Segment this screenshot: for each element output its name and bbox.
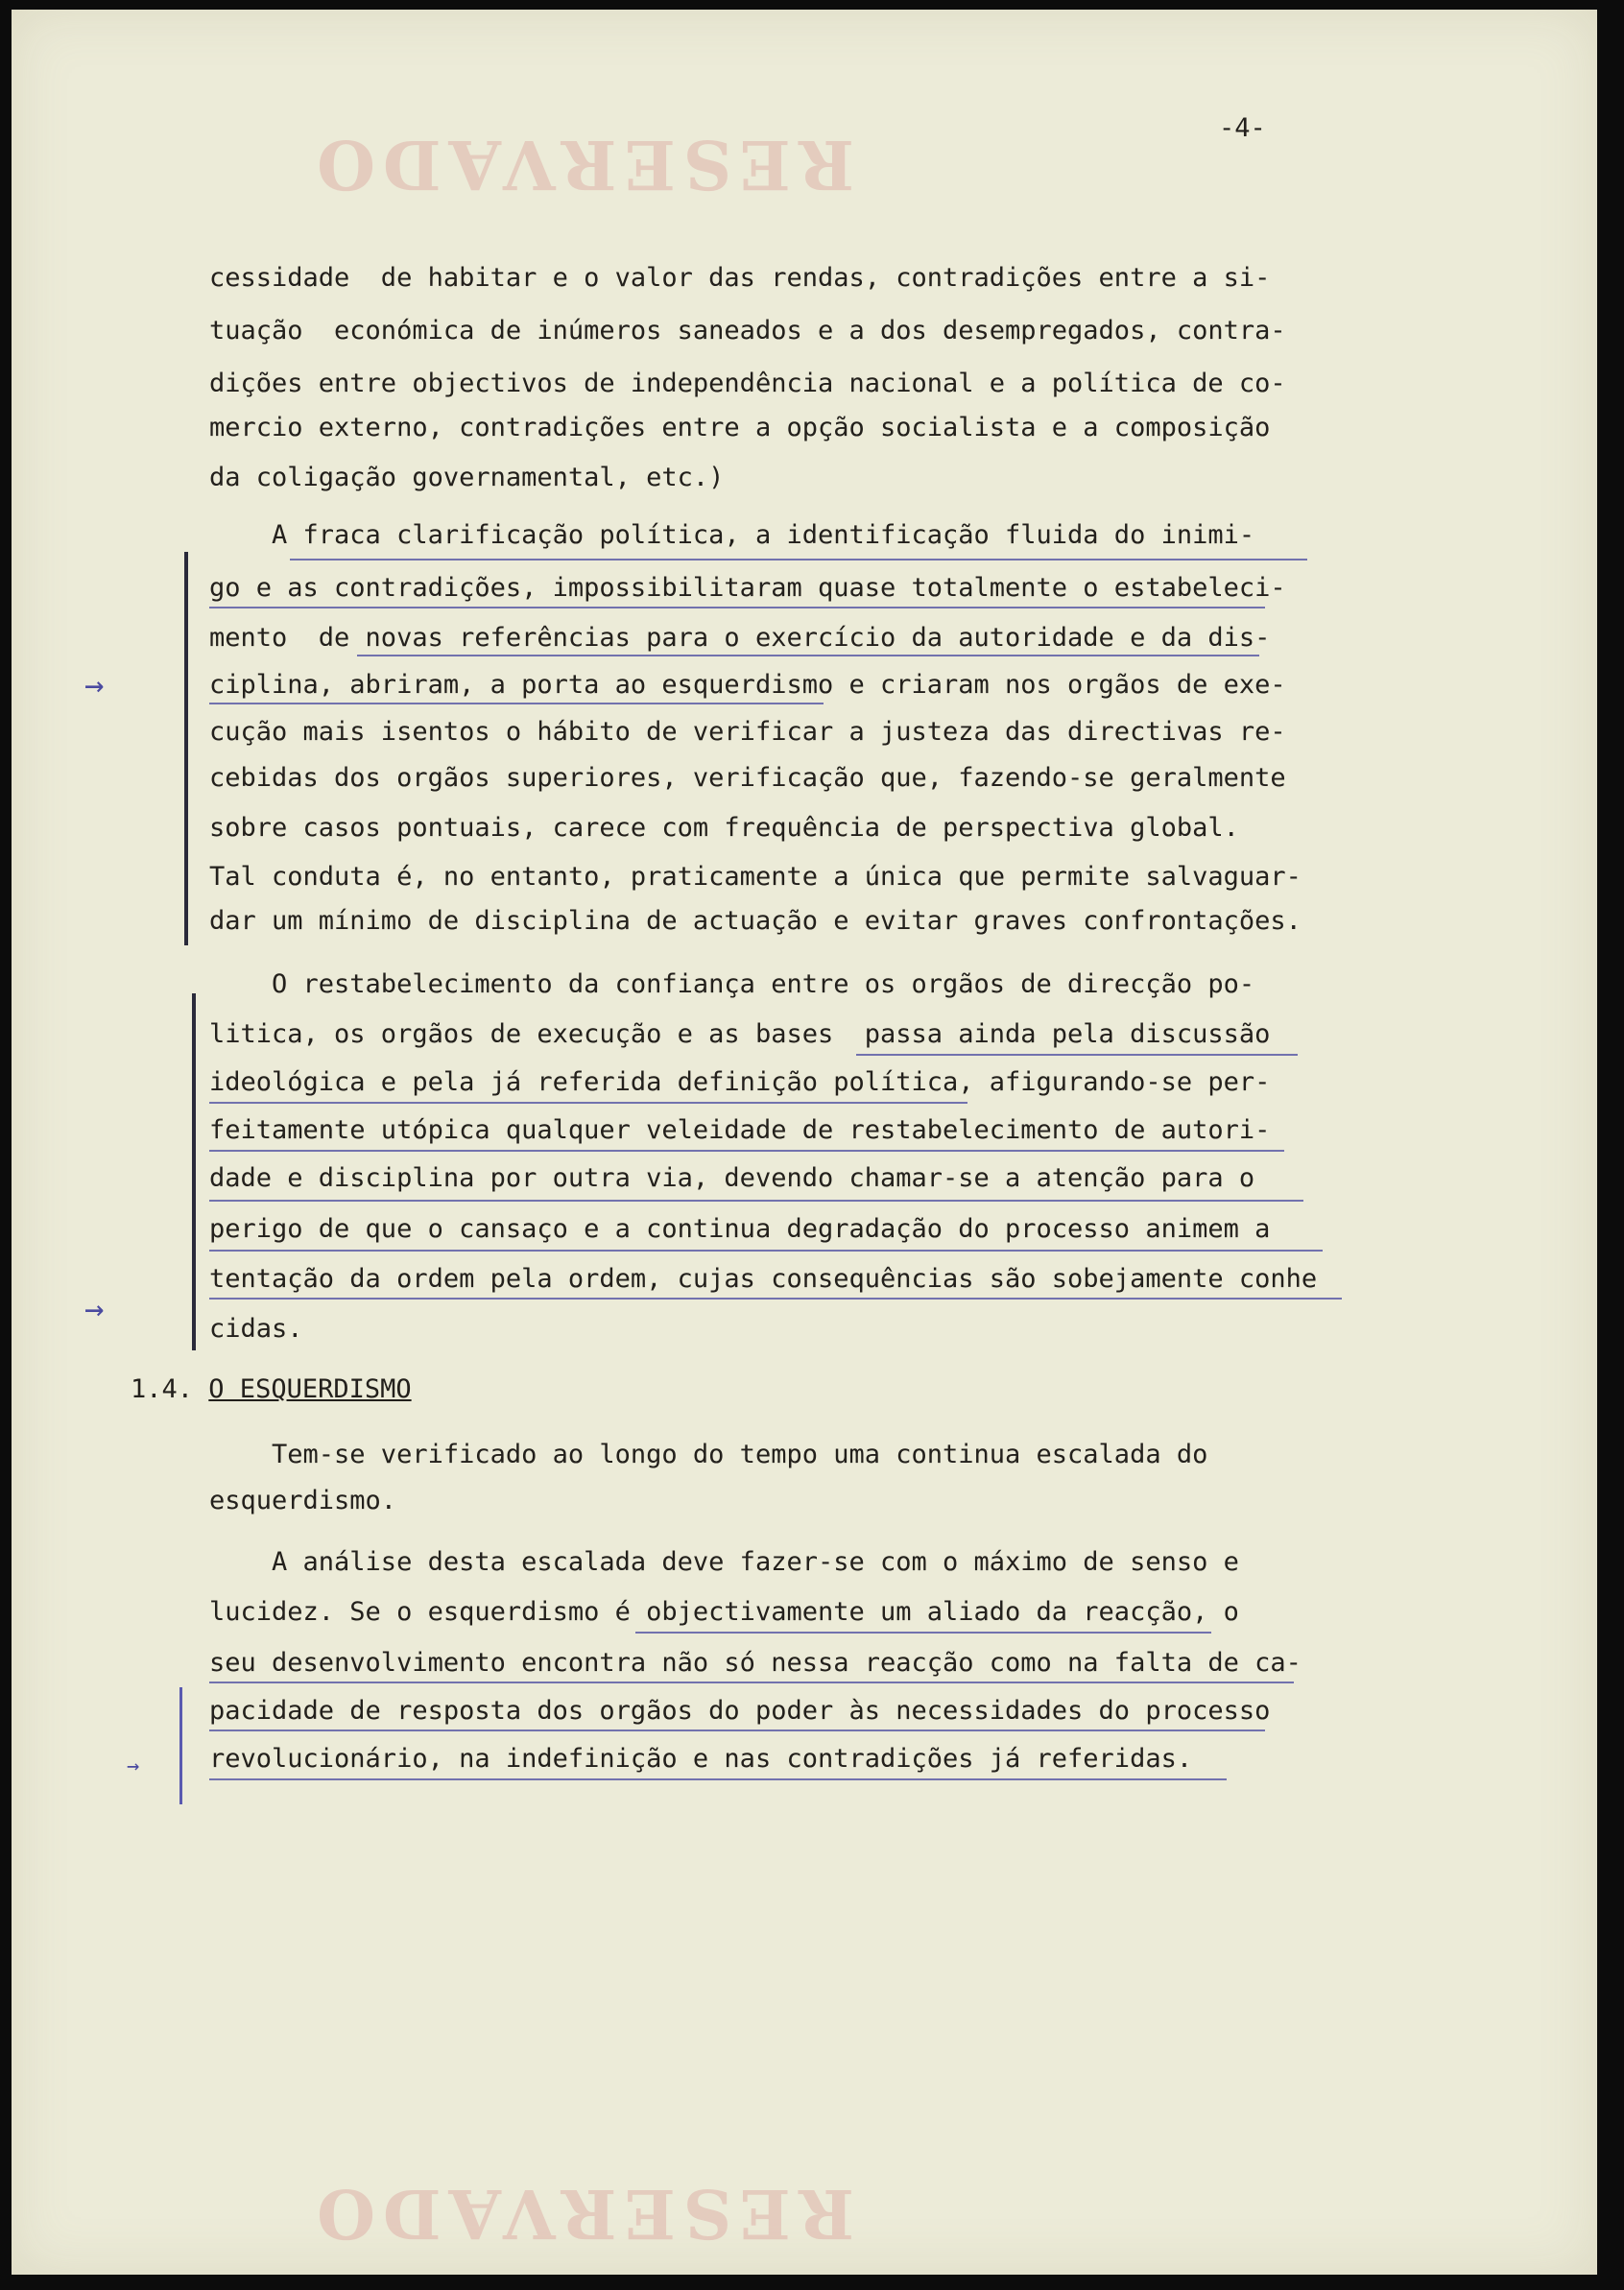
page-number: -4-: [1219, 113, 1266, 143]
pen-underline: [209, 1778, 1227, 1780]
text-line: cução mais isentos o hábito de verificar a justeza das directivas re-: [209, 717, 1286, 747]
text-line: A análise desta escalada deve fazer-se com o máximo de senso e: [209, 1547, 1239, 1577]
pen-underline: [856, 1054, 1298, 1056]
text-line: feitamente utópica qualquer veleidade de restabelecimento de autori-: [209, 1115, 1271, 1145]
margin-bar: [192, 993, 196, 1350]
text-line: dar um mínimo de disciplina de actuação e evitar graves confrontações.: [209, 906, 1302, 936]
arrow-icon: →: [84, 1290, 105, 1328]
pen-underline: [635, 1632, 1211, 1634]
pen-underline: [209, 1200, 1303, 1202]
margin-bar: [184, 552, 188, 945]
reservado-stamp-top: RESERVADO: [309, 125, 854, 204]
text-line: esquerdismo.: [209, 1486, 397, 1515]
text-line: sobre casos pontuais, carece com frequência de perspectiva global.: [209, 813, 1239, 843]
pen-underline: [209, 1729, 1265, 1731]
text-line: dições entre objectivos de independência nacional e a política de co-: [209, 369, 1286, 398]
margin-bar: [179, 1687, 182, 1804]
section-number: 1.4.: [131, 1374, 194, 1404]
reservado-stamp-bottom: RESERVADO: [309, 2174, 854, 2254]
document-page: [12, 10, 1597, 2275]
text-line: mento de novas referências para o exercício da autoridade e da dis-: [209, 623, 1271, 653]
text-line: dade e disciplina por outra via, devendo chamar-se a atenção para o: [209, 1163, 1255, 1193]
text-line: ciplina, abriram, a porta ao esquerdismo e criaram nos orgãos de exe-: [209, 670, 1286, 700]
pen-underline: [209, 1150, 1284, 1152]
text-line: tentação da ordem pela ordem, cujas consequências são sobejamente conhe: [209, 1264, 1318, 1294]
pen-underline: [357, 655, 1259, 656]
text-line: tuação económica de inúmeros saneados e a dos desempregados, contra-: [209, 316, 1286, 346]
text-line: cebidas dos orgãos superiores, verificação que, fazendo-se geralmente: [209, 763, 1286, 793]
arrow-icon: →: [84, 666, 105, 704]
text-line: go e as contradições, impossibilitaram quase totalmente o estabeleci-: [209, 573, 1286, 603]
text-line: Tal conduta é, no entanto, praticamente a única que permite salvaguar-: [209, 862, 1302, 892]
section-title: O ESQUERDISMO: [208, 1374, 412, 1404]
text-line: revolucionário, na indefinição e nas contradições já referidas.: [209, 1744, 1193, 1774]
pen-underline: [209, 703, 824, 704]
arrow-icon: →: [127, 1754, 140, 1778]
text-line: mercio externo, contradições entre a opção socialista e a composição: [209, 413, 1271, 442]
text-line: cessidade de habitar e o valor das rendas, contradições entre a si-: [209, 263, 1271, 293]
pen-underline: [209, 1102, 967, 1104]
text-line: seu desenvolvimento encontra não só nessa reacção como na falta de ca-: [209, 1648, 1302, 1678]
text-line: O restabelecimento da confiança entre os orgãos de direcção po-: [209, 969, 1255, 999]
text-line: litica, os orgãos de execução e as bases passa ainda pela discussão: [209, 1019, 1271, 1049]
text-line: lucidez. Se o esquerdismo é objectivamente um aliado da reacção, o: [209, 1597, 1239, 1627]
text-line: perigo de que o cansaço e a continua degradação do processo animem a: [209, 1214, 1271, 1244]
pen-underline: [209, 1250, 1323, 1252]
pen-underline: [209, 607, 1265, 608]
text-line: cidas.: [209, 1314, 303, 1344]
text-line: Tem-se verificado ao longo do tempo uma continua escalada do: [209, 1440, 1208, 1469]
pen-underline: [290, 559, 1307, 561]
pen-underline: [209, 1682, 1294, 1683]
text-line: ideológica e pela já referida definição política, afigurando-se per-: [209, 1067, 1271, 1097]
text-line: pacidade de resposta dos orgãos do poder às necessidades do processo: [209, 1696, 1271, 1726]
pen-underline: [209, 1298, 1342, 1300]
section-heading: [131, 1374, 412, 1404]
text-line: A fraca clarificação política, a identificação fluida do inimi-: [209, 520, 1255, 550]
text-line: da coligação governamental, etc.): [209, 463, 725, 492]
